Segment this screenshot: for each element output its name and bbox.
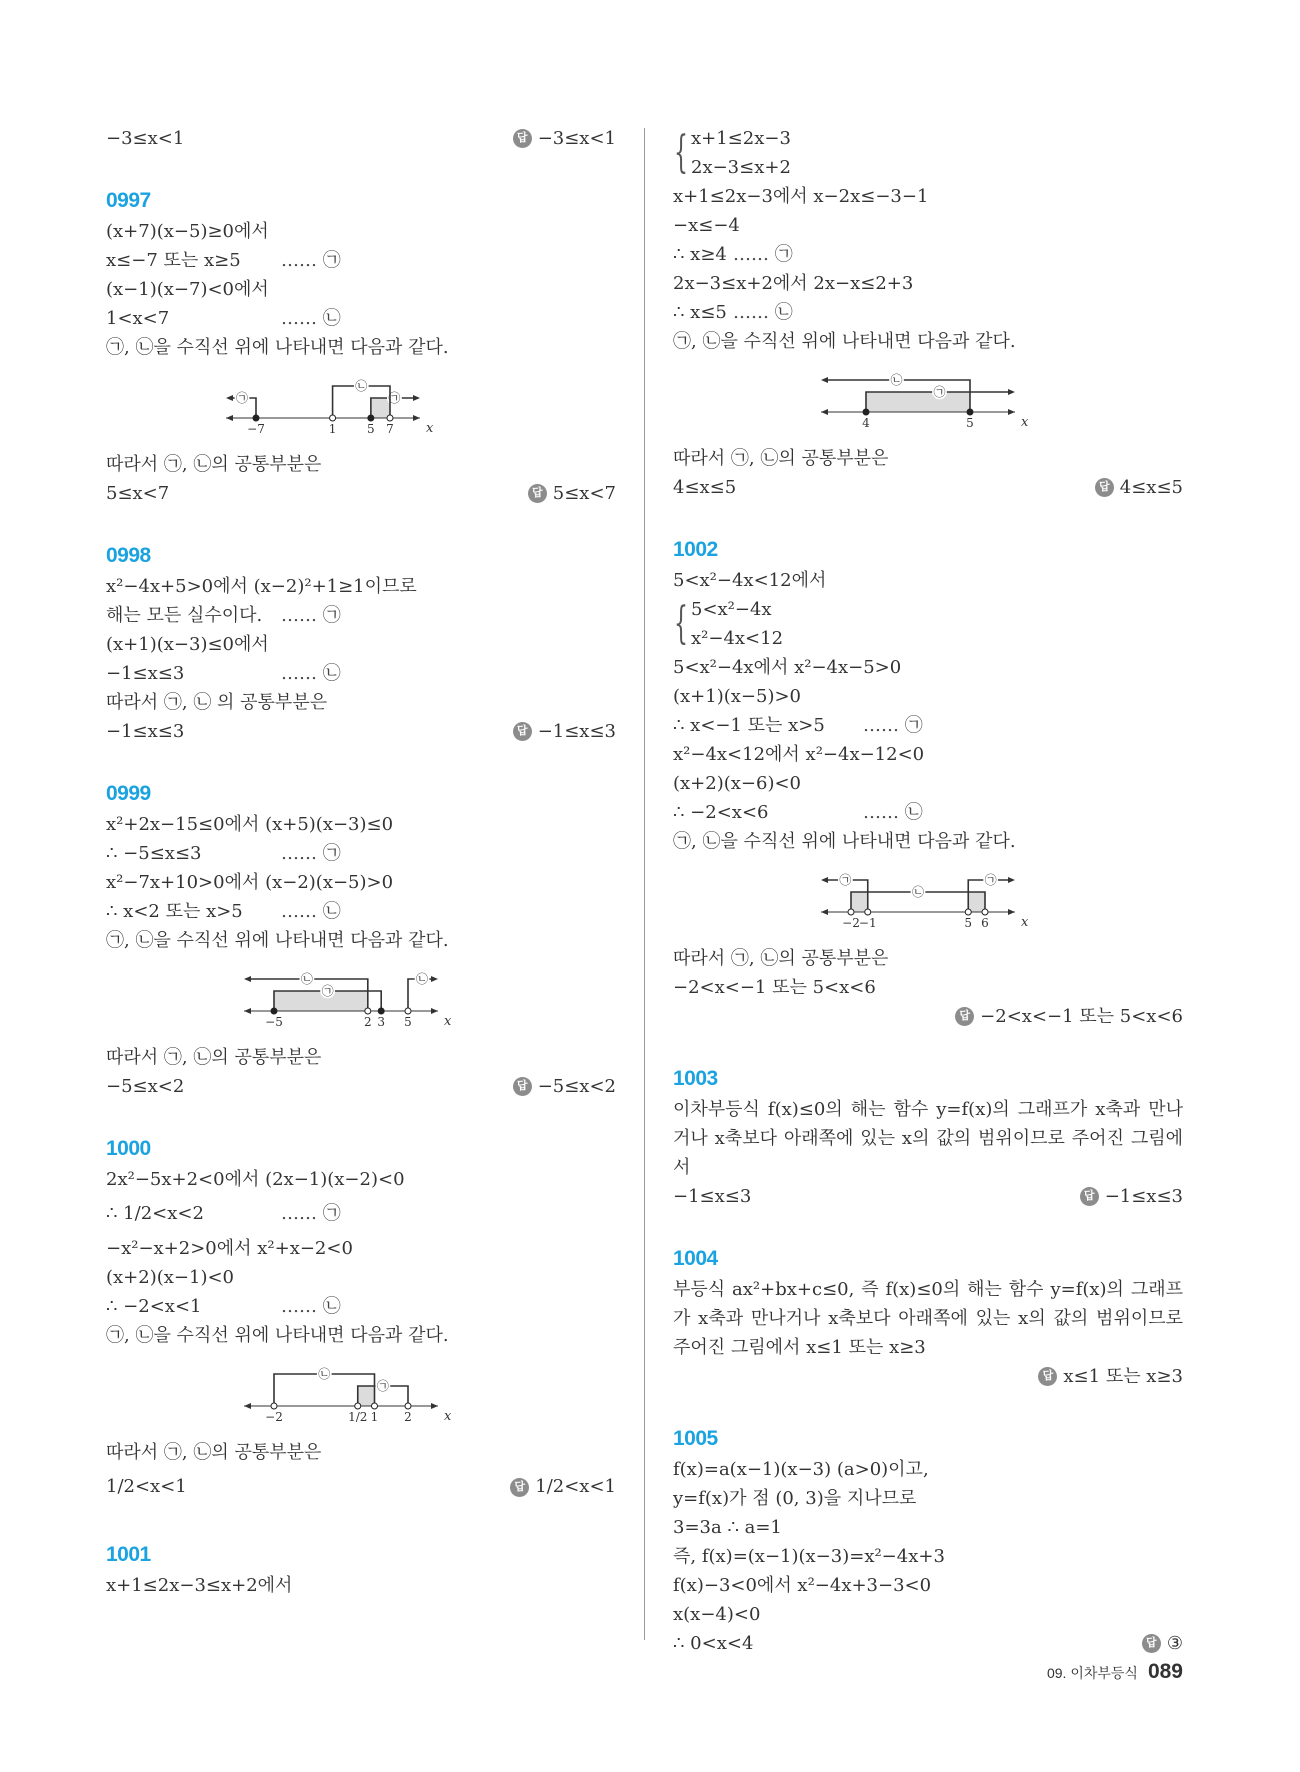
- math-text: (x+1)(x−3)≤0에서: [106, 634, 269, 655]
- solution-line: [106, 275, 616, 304]
- condition-marker: …… ㉠: [281, 605, 341, 626]
- solution-line: [673, 269, 1183, 298]
- condition-marker: …… ㉡: [281, 308, 341, 329]
- answer-badge-icon: 답: [1142, 1634, 1161, 1653]
- arrow-left-icon: [244, 976, 251, 982]
- answer-line: [106, 1072, 616, 1101]
- region-marker-label: ㉡: [300, 972, 313, 986]
- solution-line: [106, 572, 616, 601]
- open-point: [387, 415, 393, 421]
- final-answer: [1142, 1629, 1183, 1658]
- math-text: ㉠, ㉡을 수직선 위에 나타내면 다음과 같다.: [673, 331, 1016, 352]
- solution-paragraph: 이차부등식 f(x)≤0의 해는 함수 y=f(x)의 그래프가 x축과 만나거나 x축보다 아래쪽에 있는 x의 값의 범위이므로 주어진 그림에서: [673, 1099, 1183, 1178]
- solution-line: [673, 827, 1183, 856]
- tick-label: −7: [247, 422, 265, 436]
- math-text: (x−1)(x−7)<0에서: [106, 279, 269, 300]
- region-marker-label: ㉠: [933, 385, 946, 399]
- open-point: [355, 1403, 361, 1409]
- number-line-diagram: [234, 1356, 464, 1432]
- math-text: x²−7x+10>0에서 (x−2)(x−5)>0: [106, 872, 394, 893]
- math-text: ㉠, ㉡을 수직선 위에 나타내면 다음과 같다.: [106, 930, 449, 951]
- math-text: (x+2)(x−6)<0: [673, 773, 801, 794]
- region-marker-label: ㉡: [415, 972, 429, 986]
- solution-line: [673, 740, 1183, 769]
- closed-point: [967, 409, 973, 415]
- axis-label-x: x: [444, 1409, 452, 1424]
- answer-value: −1≤x≤3: [1104, 1186, 1183, 1207]
- math-text: −x≤−4: [673, 215, 740, 236]
- condition-marker: …… ㉡: [281, 901, 341, 922]
- answer-badge-icon: 답: [513, 129, 532, 148]
- page-number: 089: [1147, 1660, 1183, 1683]
- left-column: [106, 124, 616, 1600]
- number-line-diagram: [811, 362, 1041, 438]
- arrow-left-icon: [821, 377, 828, 383]
- answer-line: [673, 1362, 1183, 1391]
- solution-line: [673, 182, 1183, 211]
- solution-line: [106, 450, 616, 479]
- answer-line: [673, 473, 1183, 502]
- axis-label-x: x: [444, 1014, 452, 1029]
- final-answer: [513, 1072, 616, 1101]
- condition-marker: …… ㉡: [863, 802, 923, 823]
- math-text: ㉠, ㉡을 수직선 위에 나타내면 다음과 같다.: [106, 337, 449, 358]
- answer-value: ③: [1166, 1633, 1183, 1654]
- number-line-figure: [673, 356, 1183, 444]
- solution-line: [106, 246, 616, 275]
- math-text: x²+2x−15≤0에서 (x+5)(x−3)≤0: [106, 814, 394, 835]
- answer-line: [106, 717, 616, 746]
- number-line-figure: [106, 955, 616, 1043]
- chapter-title: 09. 이차부등식: [1046, 1665, 1138, 1681]
- open-point: [405, 1403, 411, 1409]
- system-lines: [691, 595, 783, 653]
- answer-value: −3≤x<1: [537, 128, 616, 149]
- condition-marker: …… ㉠: [863, 715, 923, 736]
- math-text: x+1≤2x−3≤x+2에서: [106, 1575, 293, 1596]
- math-text: ∴ −2<x<6: [673, 802, 769, 823]
- answer-line: [673, 1182, 1183, 1211]
- math-text: 2x−3≤x+2에서 2x−x≤2+3: [673, 273, 914, 294]
- tick-label: 1/2: [348, 1410, 368, 1424]
- math-text: f(x)−3<0에서 x²−4x+3−3<0: [673, 1575, 932, 1596]
- math-text: ∴ x≤5: [673, 302, 727, 323]
- answer-value: x≤1 또는 x≥3: [1063, 1366, 1183, 1387]
- open-point: [405, 1008, 411, 1014]
- math-text: x≤−7 또는 x≥5: [106, 250, 241, 271]
- solution-line: [106, 304, 616, 333]
- answer-badge-icon: 답: [513, 1077, 532, 1096]
- final-answer: [1038, 1362, 1183, 1391]
- math-text: −1≤x≤3: [673, 1186, 752, 1207]
- math-text: 따라서 ㉠, ㉡의 공통부분은: [106, 1442, 322, 1463]
- solution-line: [673, 240, 1183, 269]
- problem-number: 0998: [106, 544, 151, 567]
- closed-point: [863, 409, 869, 415]
- solution-line: [106, 333, 616, 362]
- open-point: [365, 1008, 371, 1014]
- problem-number: 1003: [673, 1067, 718, 1090]
- condition-marker: …… ㉠: [281, 843, 341, 864]
- math-text: ∴ −2<x<1: [106, 1296, 202, 1317]
- solution-line: [106, 897, 616, 926]
- condition-marker: …… ㉠: [733, 244, 793, 265]
- math-text: 1<x<7: [106, 308, 170, 329]
- condition-marker: …… ㉡: [281, 663, 341, 684]
- region-marker-label: ㉠: [839, 873, 852, 887]
- shaded-intersection: [968, 892, 985, 912]
- system-line: 5<x²−4x: [691, 599, 772, 620]
- math-text: (x+2)(x−1)<0: [106, 1267, 234, 1288]
- arrow-right-icon: [431, 976, 438, 982]
- axis-label-x: x: [1021, 915, 1029, 930]
- solution-line: [673, 1455, 1183, 1484]
- number-line-figure: [106, 362, 616, 450]
- tick-label: −2: [265, 1410, 283, 1424]
- inequality-system: [673, 595, 1183, 653]
- math-text: x+1≤2x−3에서 x−2x≤−3−1: [673, 186, 929, 207]
- arrow-right-icon: [1008, 389, 1015, 395]
- shaded-intersection: [851, 892, 868, 912]
- region-marker-label: ㉠: [321, 984, 334, 998]
- solution-line: [106, 1165, 616, 1194]
- math-text: −1≤x≤3: [106, 663, 185, 684]
- problem-number: 1002: [673, 538, 718, 561]
- solution-line: [106, 1571, 616, 1600]
- number-line-diagram: [234, 961, 464, 1037]
- math-text: 5≤x<7: [106, 483, 170, 504]
- region-marker-label: ㉠: [376, 1379, 389, 1393]
- solution-line: [106, 1263, 616, 1292]
- math-text: −2<x<−1 또는 5<x<6: [673, 977, 876, 998]
- answer-value: −5≤x<2: [537, 1076, 616, 1097]
- answer-value: 5≤x<7: [552, 483, 616, 504]
- math-text: −3≤x<1: [106, 128, 185, 149]
- closed-point: [253, 415, 259, 421]
- shaded-intersection: [371, 398, 390, 418]
- math-text: 4≤x≤5: [673, 477, 737, 498]
- solution-line: [106, 1234, 616, 1263]
- right-column: [673, 124, 1183, 1658]
- final-answer: [513, 717, 616, 746]
- solution-line: [106, 1438, 616, 1467]
- open-point: [271, 1403, 277, 1409]
- solution-line: [673, 1600, 1183, 1629]
- answer-value: −2<x<−1 또는 5<x<6: [980, 1006, 1183, 1027]
- math-text: 즉, f(x)=(x−1)(x−3)=x²−4x+3: [673, 1546, 945, 1567]
- closed-point: [368, 415, 374, 421]
- solution-line: [673, 327, 1183, 356]
- tick-label: 5: [964, 916, 973, 930]
- math-text: ∴ 1/2<x<2: [106, 1203, 204, 1224]
- solution-line: [673, 1571, 1183, 1600]
- region-marker-label: ㉡: [890, 373, 903, 387]
- tick-label: 2: [363, 1015, 372, 1029]
- tick-label: 7: [386, 422, 394, 436]
- answer-line: [106, 479, 616, 508]
- condition-marker: …… ㉠: [281, 250, 341, 271]
- math-text: 따라서 ㉠, ㉡의 공통부분은: [673, 448, 889, 469]
- solution-line: [673, 944, 1183, 973]
- problem-number: 0999: [106, 782, 151, 805]
- solution-line: [673, 1513, 1183, 1542]
- axis-label-x: x: [1021, 415, 1029, 430]
- condition-marker: …… ㉠: [281, 1203, 341, 1224]
- region-marker-label: ㉠: [235, 391, 249, 405]
- open-point: [982, 909, 988, 915]
- answer-badge-icon: 답: [1080, 1187, 1099, 1206]
- region-marker-label: ㉡: [911, 885, 925, 899]
- math-text: 2x²−5x+2<0에서 (2x−1)(x−2)<0: [106, 1169, 405, 1190]
- open-point: [965, 909, 971, 915]
- tick-label: −5: [265, 1015, 283, 1029]
- solution-line: [106, 1043, 616, 1072]
- solution-line: [673, 298, 1183, 327]
- answer-badge-icon: 답: [955, 1007, 974, 1026]
- answer-badge-icon: 답: [1038, 1367, 1057, 1386]
- answer-badge-icon: 답: [1095, 478, 1114, 497]
- tick-label: 1: [328, 422, 337, 436]
- solution-line: [106, 1321, 616, 1350]
- math-text: ∴ x<2 또는 x>5: [106, 901, 243, 922]
- answer-line: [106, 1467, 616, 1507]
- solution-line: [106, 1194, 616, 1234]
- solution-line: [106, 839, 616, 868]
- answer-line: [106, 124, 616, 153]
- final-answer: [510, 1467, 616, 1507]
- tick-label: 5: [367, 422, 375, 436]
- page-footer: [1047, 1660, 1183, 1684]
- number-line-diagram: [216, 368, 446, 444]
- solution-line: [106, 630, 616, 659]
- answer-badge-icon: 답: [528, 484, 547, 503]
- math-text: −5≤x<2: [106, 1076, 185, 1097]
- final-answer: [955, 1002, 1183, 1031]
- solution-line: [106, 659, 616, 688]
- problem-number: 1005: [673, 1427, 718, 1450]
- tick-label: 1: [370, 1410, 379, 1424]
- solution-line: [106, 868, 616, 897]
- tick-label: 4: [862, 416, 870, 430]
- problem-number: 0997: [106, 189, 151, 212]
- open-point: [330, 415, 336, 421]
- math-text: f(x)=a(x−1)(x−3) (a>0)이고,: [673, 1459, 929, 1480]
- math-text: −x²−x+2>0에서 x²+x−2<0: [106, 1238, 353, 1259]
- arrow-left-icon: [821, 877, 828, 883]
- final-answer: [1080, 1182, 1183, 1211]
- math-text: 5<x²−4x에서 x²−4x−5>0: [673, 657, 902, 678]
- solution-line: [673, 653, 1183, 682]
- shaded-intersection: [866, 392, 970, 412]
- answer-value: −1≤x≤3: [537, 721, 616, 742]
- solution-line: [106, 217, 616, 246]
- math-text: x(x−4)<0: [673, 1604, 761, 1625]
- answer-line: [673, 1629, 1183, 1658]
- math-text: ∴ 0<x<4: [673, 1633, 754, 1654]
- system-line: 2x−3≤x+2: [691, 157, 791, 178]
- answer-line: [673, 1002, 1183, 1031]
- solution-line: [673, 711, 1183, 740]
- problem-number: 1004: [673, 1247, 718, 1270]
- tick-label: −1: [858, 916, 877, 930]
- brace-icon: {: [674, 127, 688, 178]
- math-text: 따라서 ㉠, ㉡의 공통부분은: [106, 1047, 322, 1068]
- answer-value: 1/2<x<1: [535, 1476, 616, 1497]
- tick-label: −2: [842, 916, 860, 930]
- open-point: [848, 909, 854, 915]
- math-text: 3=3a ∴ a=1: [673, 1517, 782, 1538]
- solution-line: [673, 973, 1183, 1002]
- math-text: ∴ x<−1 또는 x>5: [673, 715, 825, 736]
- number-line-figure: [673, 856, 1183, 944]
- math-text: 따라서 ㉠, ㉡의 공통부분은: [673, 948, 889, 969]
- math-text: (x+7)(x−5)≥0에서: [106, 221, 269, 242]
- tick-label: 5: [966, 416, 974, 430]
- solution-line: [673, 1542, 1183, 1571]
- region-marker-label: ㉠: [984, 873, 997, 887]
- region-marker-label: ㉡: [355, 379, 368, 393]
- tick-label: 6: [981, 916, 989, 930]
- arrow-right-icon: [413, 395, 420, 401]
- tick-label: 2: [404, 1410, 412, 1424]
- axis-label-x: x: [426, 421, 434, 436]
- answer-badge-icon: 답: [513, 722, 532, 741]
- region-marker-label: ㉠: [388, 391, 401, 405]
- problem-number: 1000: [106, 1137, 151, 1160]
- final-answer: [1095, 473, 1183, 502]
- tick-label: 3: [377, 1015, 386, 1029]
- final-answer: [528, 479, 616, 508]
- solution-line: [106, 1292, 616, 1321]
- brace-icon: {: [674, 598, 688, 649]
- open-point: [865, 909, 871, 915]
- arrow-right-icon: [1008, 877, 1015, 883]
- math-text: 따라서 ㉠, ㉡ 의 공통부분은: [106, 692, 328, 713]
- system-line: x²−4x<12: [691, 628, 784, 649]
- solution-line: [106, 810, 616, 839]
- math-text: ∴ x≥4: [673, 244, 727, 265]
- math-text: y=f(x)가 점 (0, 3)을 지나므로: [673, 1488, 917, 1509]
- math-text: ㉠, ㉡을 수직선 위에 나타내면 다음과 같다.: [106, 1325, 449, 1346]
- final-answer: [513, 124, 616, 153]
- shaded-intersection: [358, 1386, 375, 1406]
- tick-label: 5: [404, 1015, 412, 1029]
- system-lines: [691, 124, 791, 182]
- math-text: 따라서 ㉠, ㉡의 공통부분은: [106, 454, 322, 475]
- solution-line: [106, 688, 616, 717]
- answer-value: 4≤x≤5: [1119, 477, 1183, 498]
- math-text: 해는 모든 실수이다.: [106, 605, 263, 626]
- math-text: 1/2<x<1: [106, 1476, 187, 1497]
- math-text: x²−4x+5>0에서 (x−2)²+1≥1이므로: [106, 576, 417, 597]
- region-marker-label: ㉡: [318, 1367, 331, 1381]
- number-line-figure: [106, 1350, 616, 1438]
- solution-line: [673, 798, 1183, 827]
- solution-line: [673, 444, 1183, 473]
- math-text: x²−4x<12에서 x²−4x−12<0: [673, 744, 925, 765]
- solution-line: [106, 926, 616, 955]
- solution-line: [106, 601, 616, 630]
- math-text: −1≤x≤3: [106, 721, 185, 742]
- closed-point: [271, 1008, 277, 1014]
- solution-line: [673, 769, 1183, 798]
- math-text: (x+1)(x−5)>0: [673, 686, 801, 707]
- solution-line: [673, 211, 1183, 240]
- solution-line: [673, 682, 1183, 711]
- problem-number: 1001: [106, 1543, 151, 1566]
- math-text: 5<x²−4x<12에서: [673, 570, 827, 591]
- answer-badge-icon: 답: [510, 1478, 529, 1497]
- inequality-system: [673, 124, 1183, 182]
- condition-marker: …… ㉡: [281, 1296, 341, 1317]
- number-line-diagram: [811, 862, 1041, 938]
- arrow-left-icon: [226, 395, 233, 401]
- open-point: [372, 1403, 378, 1409]
- condition-marker: …… ㉡: [733, 302, 793, 323]
- solution-line: [673, 1484, 1183, 1513]
- column-divider: [644, 128, 645, 1640]
- system-line: x+1≤2x−3: [691, 128, 791, 149]
- closed-point: [378, 1008, 384, 1014]
- math-text: ㉠, ㉡을 수직선 위에 나타내면 다음과 같다.: [673, 831, 1016, 852]
- math-text: ∴ −5≤x≤3: [106, 843, 202, 864]
- solution-paragraph: 부등식 ax²+bx+c≤0, 즉 f(x)≤0의 해는 함수 y=f(x)의 그래프가 x축과 만나거나 x축보다 아래쪽에 있는 x의 값의 범위이므로 주어진 그림에서 x≤1 또는 x≥3: [673, 1279, 1183, 1358]
- solution-line: [673, 566, 1183, 595]
